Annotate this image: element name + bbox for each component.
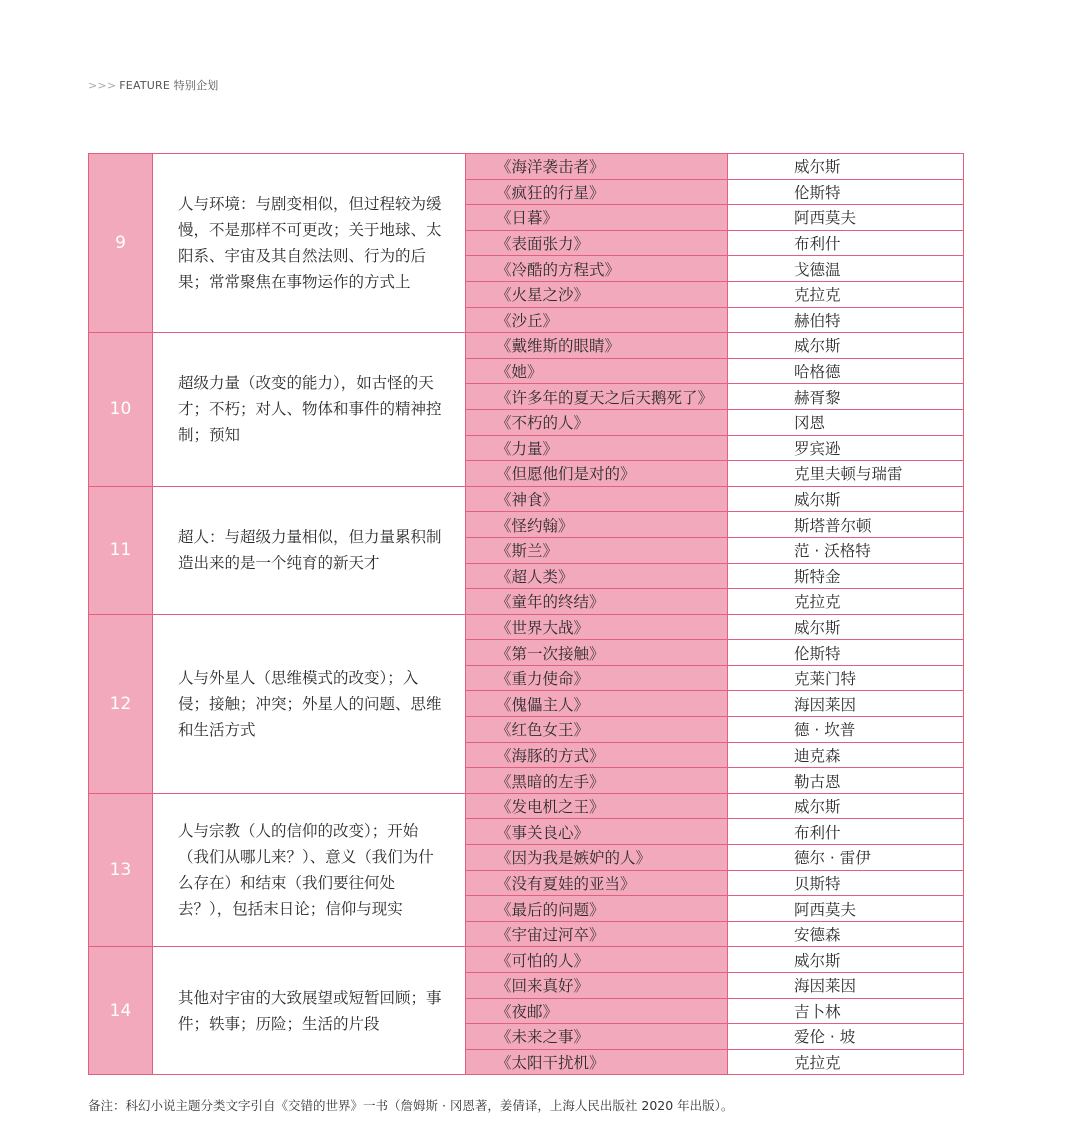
work-title: 《火星之沙》 xyxy=(466,281,728,307)
work-author: 安德森 xyxy=(728,921,964,947)
header-arrows: >>> xyxy=(88,79,117,92)
group-theme: 超人：与超级力量相似，但力量累积制造出来的是一个纯育的新天才 xyxy=(153,486,466,614)
work-title: 《没有夏娃的亚当》 xyxy=(466,870,728,896)
work-title: 《表面张力》 xyxy=(466,230,728,256)
work-title: 《力量》 xyxy=(466,435,728,461)
work-title: 《童年的终结》 xyxy=(466,589,728,615)
work-title: 《回来真好》 xyxy=(466,973,728,999)
group-number: 12 xyxy=(89,614,153,793)
work-author: 威尔斯 xyxy=(728,486,964,512)
group-theme: 人与宗教（人的信仰的改变）；开始（我们从哪儿来？）、意义（我们为什么存在）和结束（我们要往何处去？），包括末日论；信仰与现实 xyxy=(153,793,466,947)
group-theme: 人与环境：与剧变相似，但过程较为缓慢，不是那样不可更改；关于地球、太阳系、宇宙及其自然法则、行为的后果；常常聚焦在事物运作的方式上 xyxy=(153,154,466,333)
work-author: 阿西莫夫 xyxy=(728,205,964,231)
work-title: 《但愿他们是对的》 xyxy=(466,461,728,487)
work-title: 《许多年的夏天之后天鹅死了》 xyxy=(466,384,728,410)
work-title: 《海豚的方式》 xyxy=(466,742,728,768)
work-author: 范 · 沃格特 xyxy=(728,537,964,563)
group-theme: 超级力量（改变的能力），如古怪的天才；不朽；对人、物体和事件的精神控制；预知 xyxy=(153,333,466,487)
work-author: 冈恩 xyxy=(728,409,964,435)
group-theme: 人与外星人（思维模式的改变）；入侵；接触；冲突；外星人的问题、思维和生活方式 xyxy=(153,614,466,793)
work-title: 《因为我是嫉妒的人》 xyxy=(466,845,728,871)
work-author: 威尔斯 xyxy=(728,947,964,973)
work-title: 《冷酷的方程式》 xyxy=(466,256,728,282)
section-header xyxy=(88,77,218,93)
work-title: 《不朽的人》 xyxy=(466,409,728,435)
work-title: 《太阳干扰机》 xyxy=(466,1049,728,1075)
work-author: 克拉克 xyxy=(728,1049,964,1075)
work-title: 《日暮》 xyxy=(466,205,728,231)
work-title: 《重力使命》 xyxy=(466,665,728,691)
work-title: 《斯兰》 xyxy=(466,537,728,563)
work-title: 《怪约翰》 xyxy=(466,512,728,538)
work-title: 《疯狂的行星》 xyxy=(466,179,728,205)
work-title: 《宇宙过河卒》 xyxy=(466,921,728,947)
group-number: 11 xyxy=(89,486,153,614)
work-author: 斯特金 xyxy=(728,563,964,589)
work-author: 克莱门特 xyxy=(728,665,964,691)
work-author: 吉卜林 xyxy=(728,998,964,1024)
work-author: 克拉克 xyxy=(728,589,964,615)
work-author: 哈格德 xyxy=(728,358,964,384)
work-author: 阿西莫夫 xyxy=(728,896,964,922)
work-title: 《世界大战》 xyxy=(466,614,728,640)
work-title: 《海洋袭击者》 xyxy=(466,154,728,180)
work-title: 《超人类》 xyxy=(466,563,728,589)
work-author: 赫伯特 xyxy=(728,307,964,333)
group-number: 10 xyxy=(89,333,153,487)
table-body xyxy=(89,154,964,1075)
work-author: 海因莱因 xyxy=(728,691,964,717)
work-author: 德尔 · 雷伊 xyxy=(728,845,964,871)
work-title: 《傀儡主人》 xyxy=(466,691,728,717)
work-title: 《神食》 xyxy=(466,486,728,512)
table-row xyxy=(89,154,964,180)
work-author: 布利什 xyxy=(728,819,964,845)
work-author: 德 · 坎普 xyxy=(728,717,964,743)
work-title: 《第一次接触》 xyxy=(466,640,728,666)
work-author: 爱伦 · 坡 xyxy=(728,1024,964,1050)
work-author: 赫胥黎 xyxy=(728,384,964,410)
work-title: 《发电机之王》 xyxy=(466,793,728,819)
work-author: 威尔斯 xyxy=(728,793,964,819)
group-theme: 其他对宇宙的大致展望或短暂回顾；事件；轶事；历险；生活的片段 xyxy=(153,947,466,1075)
footnote: 备注：科幻小说主题分类文字引自《交错的世界》一书（詹姆斯 · 冈恩著，姜倩译，上海人民出版社 2020 年出版）。 xyxy=(88,1098,734,1113)
work-title: 《她》 xyxy=(466,358,728,384)
work-author: 威尔斯 xyxy=(728,614,964,640)
work-title: 《可怕的人》 xyxy=(466,947,728,973)
work-author: 罗宾逊 xyxy=(728,435,964,461)
work-author: 克里夫顿与瑞雷 xyxy=(728,461,964,487)
work-author: 迪克森 xyxy=(728,742,964,768)
work-title: 《事关良心》 xyxy=(466,819,728,845)
work-title: 《黑暗的左手》 xyxy=(466,768,728,794)
work-title: 《未来之事》 xyxy=(466,1024,728,1050)
work-title: 《夜邮》 xyxy=(466,998,728,1024)
table-row xyxy=(89,614,964,640)
group-number: 13 xyxy=(89,793,153,947)
work-author: 海因莱因 xyxy=(728,973,964,999)
work-author: 贝斯特 xyxy=(728,870,964,896)
work-author: 勒古恩 xyxy=(728,768,964,794)
group-number: 14 xyxy=(89,947,153,1075)
table-row xyxy=(89,793,964,819)
work-author: 布利什 xyxy=(728,230,964,256)
work-title: 《戴维斯的眼睛》 xyxy=(466,333,728,359)
header-label: FEATURE 特别企划 xyxy=(119,79,219,92)
work-author: 伦斯特 xyxy=(728,179,964,205)
work-title: 《最后的问题》 xyxy=(466,896,728,922)
work-title: 《红色女王》 xyxy=(466,717,728,743)
work-author: 戈德温 xyxy=(728,256,964,282)
work-title: 《沙丘》 xyxy=(466,307,728,333)
work-author: 威尔斯 xyxy=(728,333,964,359)
table-row xyxy=(89,947,964,973)
work-author: 克拉克 xyxy=(728,281,964,307)
table-row xyxy=(89,333,964,359)
sf-theme-table xyxy=(88,153,964,1075)
table-row xyxy=(89,486,964,512)
work-author: 斯塔普尔顿 xyxy=(728,512,964,538)
work-author: 伦斯特 xyxy=(728,640,964,666)
work-author: 威尔斯 xyxy=(728,154,964,180)
group-number: 9 xyxy=(89,154,153,333)
